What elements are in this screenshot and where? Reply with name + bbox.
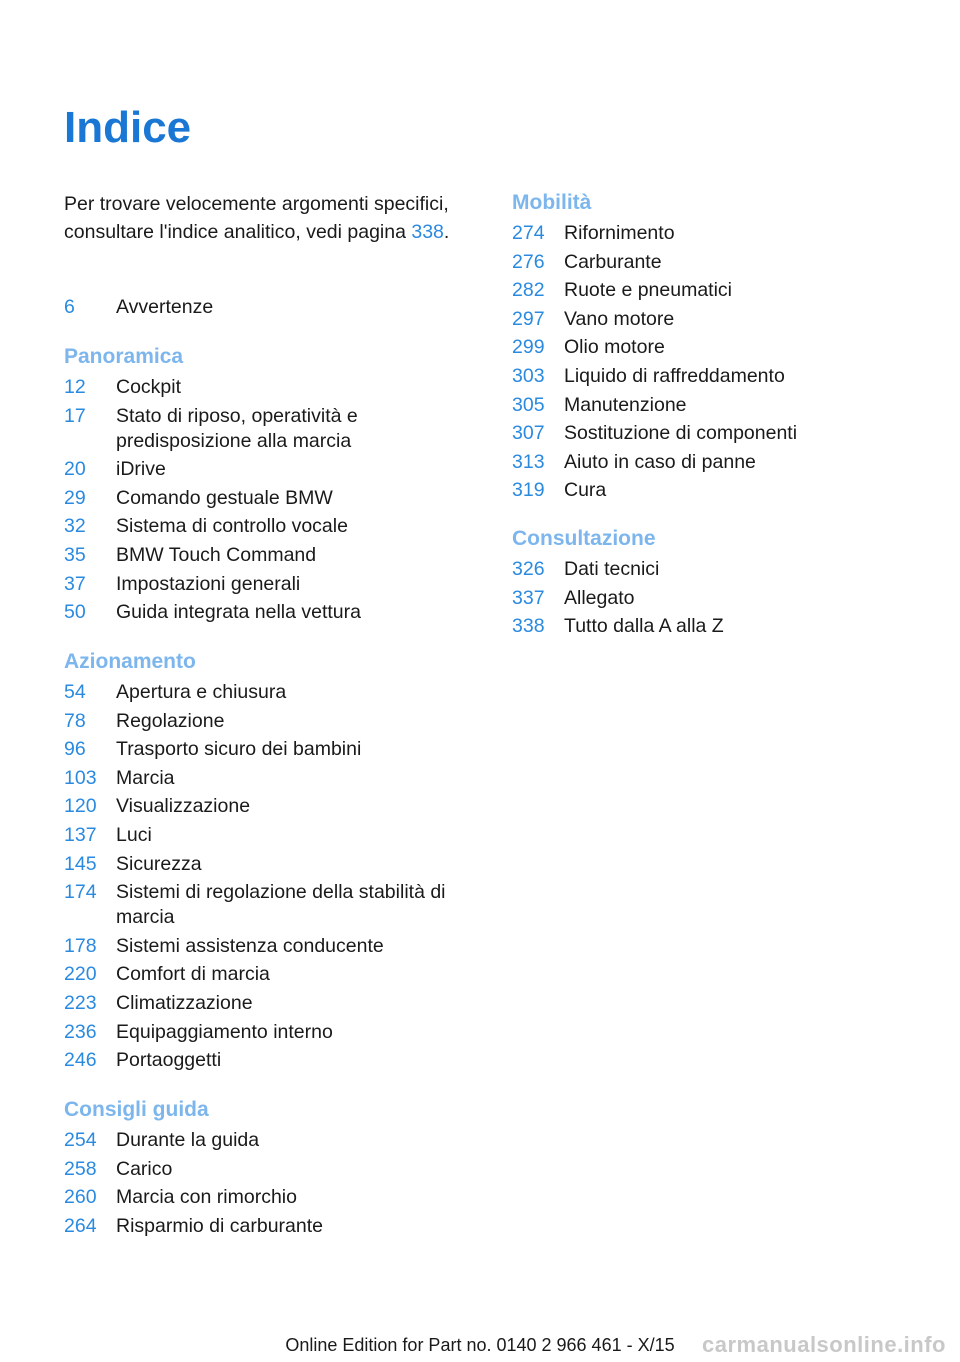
toc-section-consigli-guida bbox=[64, 1096, 474, 1240]
toc-page-number[interactable]: 54 bbox=[64, 681, 86, 703]
toc-row[interactable] bbox=[64, 850, 474, 879]
footer-edition-text: Online Edition for Part no. 0140 2 966 461 - X/15 bbox=[285, 1335, 675, 1355]
toc-page-number[interactable]: 6 bbox=[64, 296, 75, 318]
toc-page-number[interactable]: 32 bbox=[64, 515, 86, 538]
toc-page-number[interactable]: 274 bbox=[512, 222, 545, 244]
toc-page-number[interactable]: 303 bbox=[512, 364, 545, 387]
toc-row-avvertenze[interactable] bbox=[64, 293, 474, 322]
toc-page-number[interactable]: 264 bbox=[64, 1214, 97, 1237]
toc-entry-label[interactable]: BMW Touch Command bbox=[116, 543, 317, 566]
toc-entry-label[interactable]: Visualizzazione bbox=[116, 795, 251, 818]
toc-entry-label[interactable]: Regolazione bbox=[116, 709, 225, 732]
toc-page-number[interactable]: 29 bbox=[64, 486, 86, 509]
toc-page-number[interactable]: 246 bbox=[64, 1049, 97, 1072]
toc-page-number[interactable]: 307 bbox=[512, 422, 545, 445]
toc-row[interactable] bbox=[512, 612, 912, 641]
toc-section-panoramica bbox=[64, 343, 474, 627]
toc-row[interactable] bbox=[64, 1183, 474, 1212]
toc-row[interactable] bbox=[64, 455, 474, 484]
toc-entry-label[interactable]: Cockpit bbox=[116, 376, 182, 398]
toc-page-number[interactable]: 282 bbox=[512, 279, 545, 302]
toc-entry-label[interactable]: Vano motore bbox=[564, 307, 675, 330]
toc-entry-label[interactable]: Olio motore bbox=[564, 336, 665, 359]
toc-page-number[interactable]: 12 bbox=[64, 376, 86, 398]
toc-row[interactable] bbox=[512, 476, 912, 505]
toc-row[interactable] bbox=[512, 448, 912, 477]
toc-entry-label[interactable]: Aiuto in caso di panne bbox=[564, 450, 756, 473]
toc-entry-label[interactable]: Sistemi di regolazione della stabilità di marcia bbox=[116, 881, 446, 929]
toc-page-number[interactable]: 305 bbox=[512, 393, 545, 416]
toc-section-azionamento bbox=[64, 648, 474, 1075]
toc-page-number[interactable]: 178 bbox=[64, 934, 97, 957]
toc-page-number[interactable]: 338 bbox=[512, 615, 545, 638]
toc-entry-label[interactable]: Comando gestuale BMW bbox=[116, 486, 333, 509]
toc-row[interactable] bbox=[64, 960, 474, 989]
toc-page-number[interactable]: 260 bbox=[64, 1186, 97, 1209]
toc-row[interactable] bbox=[512, 419, 912, 448]
toc-page-number[interactable]: 174 bbox=[64, 881, 97, 904]
toc-page-number[interactable]: 96 bbox=[64, 738, 86, 761]
toc-entry-label[interactable]: Carburante bbox=[564, 250, 662, 273]
toc-row[interactable] bbox=[64, 821, 474, 850]
toc-page-number[interactable]: 236 bbox=[64, 1020, 97, 1043]
toc-page-number[interactable]: 313 bbox=[512, 450, 545, 473]
section-title: Azionamento bbox=[64, 650, 196, 673]
toc-entry-label[interactable]: Allegato bbox=[564, 586, 635, 609]
intro-paragraph bbox=[64, 190, 474, 246]
toc-row[interactable] bbox=[512, 555, 912, 584]
toc-row[interactable] bbox=[512, 584, 912, 613]
toc-entry-label[interactable]: Dati tecnici bbox=[564, 558, 660, 580]
toc-entry-label[interactable]: Cura bbox=[564, 479, 607, 502]
toc-section-mobilita bbox=[512, 189, 912, 505]
intro-page-link[interactable]: 338 bbox=[411, 221, 444, 243]
toc-row[interactable] bbox=[64, 1018, 474, 1047]
toc-row[interactable] bbox=[64, 792, 474, 821]
toc-entry-label[interactable]: Avvertenze bbox=[116, 296, 214, 318]
toc-page-number[interactable]: 20 bbox=[64, 458, 86, 481]
toc-entry-label[interactable]: Manutenzione bbox=[564, 393, 687, 416]
toc-entry-label[interactable]: iDrive bbox=[116, 458, 166, 481]
toc-entry-label[interactable]: Carico bbox=[116, 1157, 173, 1180]
toc-entry-label[interactable]: Liquido di raffreddamento bbox=[564, 364, 785, 387]
toc-entry-label[interactable]: Climatizzazione bbox=[116, 991, 253, 1014]
toc-row[interactable] bbox=[64, 373, 474, 402]
toc-page-number[interactable]: 35 bbox=[64, 543, 86, 566]
toc-page-number[interactable]: 50 bbox=[64, 601, 86, 624]
toc-entry-label[interactable]: Ruote e pneumatici bbox=[564, 279, 733, 302]
watermark-text: carmanualsonline.info bbox=[702, 1332, 946, 1357]
toc-entry-label[interactable]: Guida integrata nella vettura bbox=[116, 601, 361, 624]
toc-entry-label[interactable]: Marcia bbox=[116, 766, 175, 789]
toc-row[interactable] bbox=[512, 305, 912, 334]
toc-row[interactable] bbox=[512, 362, 912, 391]
toc-row[interactable] bbox=[64, 932, 474, 961]
toc-entry-label[interactable]: Comfort di marcia bbox=[116, 963, 270, 986]
toc-row[interactable] bbox=[64, 1126, 474, 1155]
section-title: Consultazione bbox=[512, 527, 656, 550]
toc-page-number[interactable]: 220 bbox=[64, 963, 97, 986]
toc-row[interactable] bbox=[64, 989, 474, 1018]
toc-page-number[interactable]: 78 bbox=[64, 709, 86, 732]
section-title: Consigli guida bbox=[64, 1098, 209, 1121]
toc-row[interactable] bbox=[64, 1155, 474, 1184]
toc-page-number[interactable]: 299 bbox=[512, 336, 545, 359]
toc-page-number[interactable]: 137 bbox=[64, 823, 97, 846]
toc-entry-label[interactable]: Impostazioni generali bbox=[116, 572, 301, 595]
toc-row[interactable] bbox=[64, 678, 474, 707]
toc-section-consultazione bbox=[512, 525, 912, 641]
toc-page-number[interactable]: 276 bbox=[512, 250, 545, 273]
toc-entry-label[interactable]: Apertura e chiusura bbox=[116, 681, 287, 703]
toc-entry-label[interactable]: Portaoggetti bbox=[116, 1049, 222, 1072]
toc-entry-label[interactable]: Tutto dalla A alla Z bbox=[564, 615, 724, 638]
toc-entry-label[interactable]: Sostituzione di componenti bbox=[564, 422, 798, 445]
toc-page-number[interactable]: 145 bbox=[64, 852, 97, 875]
toc-page-number[interactable]: 319 bbox=[512, 479, 545, 502]
toc-entry-label[interactable]: Trasporto sicuro dei bambini bbox=[116, 738, 362, 761]
toc-page-number[interactable]: 223 bbox=[64, 991, 97, 1014]
intro-end: . bbox=[443, 221, 450, 243]
toc-entry-label[interactable]: Luci bbox=[116, 823, 152, 846]
toc-row[interactable] bbox=[512, 391, 912, 420]
toc-row[interactable] bbox=[64, 598, 474, 627]
toc-entry-label[interactable]: Durante la guida bbox=[116, 1129, 260, 1151]
toc-row[interactable] bbox=[64, 402, 474, 456]
toc-entry-label[interactable]: Risparmio di carburante bbox=[116, 1214, 324, 1237]
toc-entry-label[interactable]: Marcia con rimorchio bbox=[116, 1186, 297, 1209]
toc-entry-label[interactable]: Equipaggiamento interno bbox=[116, 1020, 333, 1043]
toc-page-number[interactable]: 254 bbox=[64, 1129, 97, 1151]
toc-entry-label[interactable]: Stato di riposo, operatività e predisposizione alla marcia bbox=[116, 404, 358, 452]
toc-page-number[interactable]: 337 bbox=[512, 586, 545, 609]
intro-text: Per trovare velocemente argomenti specifici, consultare l'indice analitico, vedi pagina bbox=[64, 193, 449, 243]
toc-entry-label[interactable]: Sistema di controllo vocale bbox=[116, 515, 348, 538]
toc-row[interactable] bbox=[64, 1212, 474, 1241]
toc-row[interactable] bbox=[64, 1046, 474, 1075]
toc-row[interactable] bbox=[512, 248, 912, 277]
toc-row[interactable] bbox=[512, 219, 912, 248]
toc-row[interactable] bbox=[64, 570, 474, 599]
toc-entry-label[interactable]: Sistemi assistenza conducente bbox=[116, 934, 384, 957]
toc-row[interactable] bbox=[64, 764, 474, 793]
toc-row[interactable] bbox=[64, 707, 474, 736]
toc-row[interactable] bbox=[64, 878, 474, 932]
toc-page-number[interactable]: 120 bbox=[64, 795, 97, 818]
section-title: Panoramica bbox=[64, 345, 184, 368]
toc-entry-label[interactable]: Rifornimento bbox=[564, 222, 675, 244]
toc-page-number[interactable]: 17 bbox=[64, 404, 86, 427]
toc-page-number[interactable]: 37 bbox=[64, 572, 86, 595]
toc-standalone bbox=[64, 293, 474, 322]
toc-row[interactable] bbox=[512, 276, 912, 305]
toc-row[interactable] bbox=[64, 512, 474, 541]
toc-page-number[interactable]: 258 bbox=[64, 1157, 97, 1180]
toc-row[interactable] bbox=[512, 333, 912, 362]
page-title: Indice bbox=[64, 103, 192, 152]
toc-row[interactable] bbox=[64, 541, 474, 570]
section-title: Mobilità bbox=[512, 191, 592, 214]
toc-page-number[interactable]: 297 bbox=[512, 307, 545, 330]
toc-row[interactable] bbox=[64, 484, 474, 513]
toc-page-number[interactable]: 103 bbox=[64, 766, 97, 789]
toc-entry-label[interactable]: Sicurezza bbox=[116, 852, 202, 875]
toc-page-number[interactable]: 326 bbox=[512, 558, 545, 580]
toc-row[interactable] bbox=[64, 735, 474, 764]
